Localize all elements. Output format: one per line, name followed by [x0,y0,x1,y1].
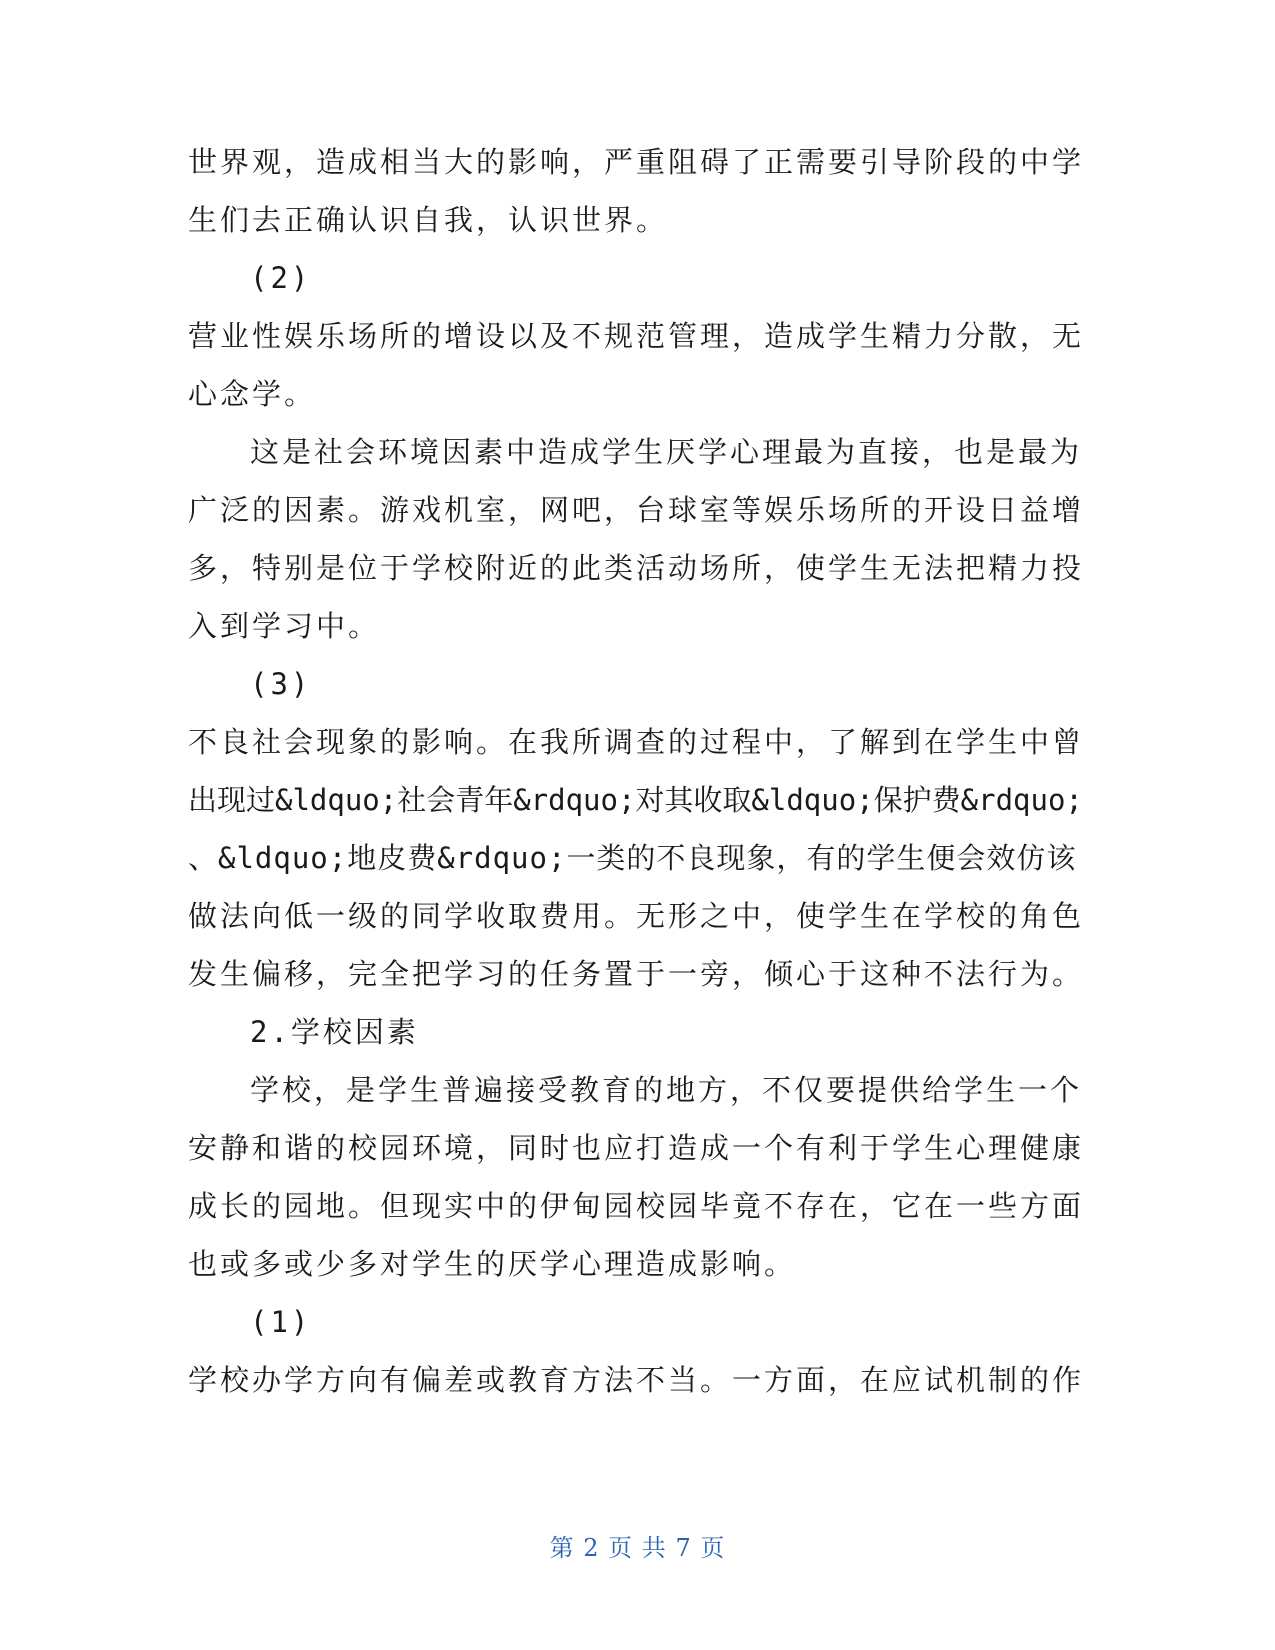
section-heading: 2.学校因素 [250,1015,419,1049]
text-line: 发生偏移，完全把学习的任务置于一旁，倾心于这种不法行为。 [188,957,1085,991]
text-line: 、&ldquo;地皮费&rdquo;一类的不良现象，有的学生便会效仿该 [188,841,1077,875]
text-line: 安静和谐的校园环境，同时也应打造成一个有利于学生心理健康 [188,1131,1085,1165]
text-line: 做法向低一级的同学收取费用。无形之中，使学生在学校的角色 [188,899,1085,933]
text-line: 学校，是学生普遍接受教育的地方，不仅要提供给学生一个 [250,1073,1083,1107]
text-line: 这是社会环境因素中造成学生厌学心理最为直接，也是最为 [250,435,1083,469]
text-line: 入到学习中。 [188,609,381,643]
text-line: 也或多或少多对学生的厌学心理造成影响。 [188,1247,797,1281]
text-line: 学校办学方向有偏差或教育方法不当。一方面，在应试机制的作 [188,1363,1085,1397]
text-line: 成长的园地。但现实中的伊甸园校园毕竟不存在，它在一些方面 [188,1189,1085,1223]
text-line: 生们去正确认识自我，认识世界。 [188,203,669,237]
page-footer: 第 2 页 共 7 页 [549,1534,726,1562]
text-line: 世界观，造成相当大的影响，严重阻碍了正需要引导阶段的中学 [188,145,1085,179]
text-line: 营业性娱乐场所的增设以及不规范管理，造成学生精力分散，无 [188,319,1085,353]
text-line: 多，特别是位于学校附近的此类活动场所，使学生无法把精力投 [188,551,1085,585]
list-marker: (1) [250,1305,312,1339]
list-marker: (2) [250,261,312,295]
text-line: 出现过&ldquo;社会青年&rdquo;对其收取&ldquo;保护费&rdquo; [188,783,1083,817]
text-line: 广泛的因素。游戏机室，网吧，台球室等娱乐场所的开设日益增 [188,493,1085,527]
list-marker: (3) [250,667,312,701]
text-line: 不良社会现象的影响。在我所调查的过程中，了解到在学生中曾 [188,725,1085,759]
text-line: 心念学。 [188,377,317,411]
